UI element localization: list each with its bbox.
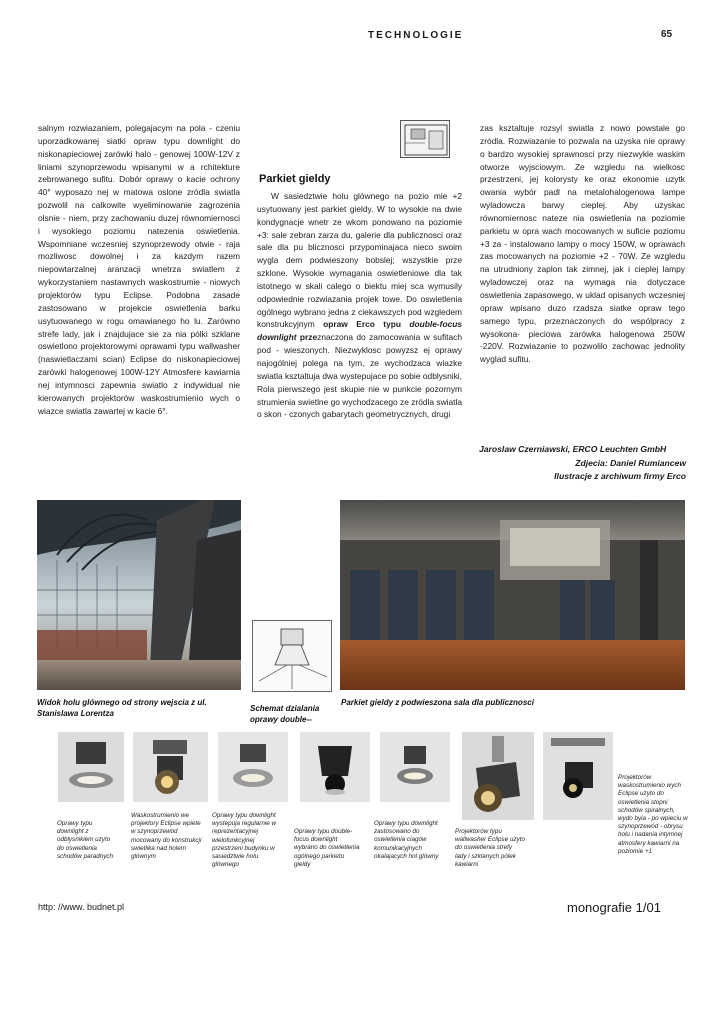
section-subheading: Parkiet gieldy [259,173,331,185]
lamp-photo-2 [133,732,208,802]
scheme-caption: Schemat dzialania oprawy double-- [250,704,320,724]
column-2-bold-italic: double-focus downlight [257,319,462,343]
lamp-photo-3 [218,732,288,802]
lamp-caption-7: Projektorów waskostrumienio wych Eclipse uzyto do oswietlenia stopni schodów spiralnych, wydo byia - po wpieciu w szynoprzewód - obrysu holu i nadania intymnej atmosfery kawiarni na poziomie +1 [618,774,688,855]
lamp-caption-1: Oprawy typu downlight z odblysnikiem uzyto do oswietlenia schodów paradnych [57,820,114,860]
trading-floor-caption: Parkiet gieldy z podwieszona sala dla publicznosci [341,698,534,707]
article-column-3 [480,122,685,366]
illustration-credit: Ilustracje z archiwum firmy Erco [554,471,686,481]
article-column-2 [257,190,462,421]
photo-credit: Zdjecia: Daniel Rumiancew [575,458,686,468]
lamp-caption-4: Oprawy typu double-focus downlight wybrano do oswietlenia ogólnego parkietu gieldy [294,828,360,868]
hall-photo [37,500,241,690]
lamp-caption-6: Projektorów typu wallwasher Eclipse uzyto do oswietlenia strefy lady i szklanych pólek kawiarni [455,828,525,868]
column-2-text: W sasiedztwie holu glównego na pozio mie +2 usytuowany jest parkiet gieldy. W to wysokie na dwie kondygnacje wnetr ze wkom ponowano na poziomie +3: sale zebran zarza du, galerie dla publicznosci oraz sale dla pu blicznosci przypominajaca nieco swoim wygla dem podwieszony bobslej; wszystkie prze szklone. Wysokie wymagania oswietleniowe dla tak istotnego w skali calego o biektu miej sca wymusily odpowiednie rozwiazania projek towe. Do oswietlenia ogólnego wybrano jedna z ciekawszych pod wzgledem konstrukcyjnym [257,191,462,330]
scheme-drawing [252,620,332,692]
footer-magazine: monografie 1/01 [567,900,661,915]
lamp-photo-6 [462,732,534,820]
lamp-caption-3: Oprawy typu downlight wystepuja regularnie w reprezentacyjnej wielofunkcyjnej przestrzeni budynku w sasiedztwie holu glównego [212,812,277,869]
lamp-photo-4 [300,732,370,802]
column-1-text: salnym rozwiazaniem, polegajacym na pola - czeniu uporzadkowanej siatki opraw typu downlight do niskonapieciowej zarówki halo - genowej 100W-12V z liniami szynoprzewodu wpisanymi w a rchitekture zebrowanego sufitu. Dobór oprawy o kacie ochrony 40° wyposazo nej w matowa oslone zródla swiatla pozwolil na calkowite wyeliminowanie zagrozenia olsnie - niem, przy zachowaniu duzej równomiernosci i wysokiego poziomu natezenia oswietlenia. Wspomniane wczesniej szynoprzewody otwie - raja mozliwosc dowolnej i za kazdym razem niepowtarzalnej aranzacji wnetrza swiatlem z wykorzystaniem nastawnych waskostrumie - niowych projektorów typu Eclipse. Podobna zasade zastosowano w projekcie oswietlenia barku usytuowanego w rogu omawianego ho lu. Zarówno strefe lady, jak i znajdujace sie za nia pólki szklane oswietlono projektorowymi oprawami typu wallwasher (naswietlaczami scian) Eclipse do niskonapieciowej zarówki halogenowej 100W-12Y Atmosfere kawiarnia nej intymnosci zapewnia swiatlo z indywidual nie kierowanych projektorów waskostrumienio wych o wiazce swiatla zawartej w kacie 6°. [38,123,240,416]
article-column-1 [38,122,240,417]
page-number: 65 [661,29,673,40]
column-2-bold-tail: prze [296,332,318,343]
author-credit: Jaroslaw Czerniawski, ERCO Leuchten GmbH [479,444,667,454]
section-title: TECHNOLOGIE [368,30,464,41]
footer-url: http: //www. budnet.pl [38,902,125,912]
hall-caption: Widok holu glównego od strony wejscia z ul. Stanislawa Lorentza [37,698,207,718]
lamp-caption-5: Oprawy typu downlight zastosowano do oswietlenia ciagów komunikacyjnych okalajacych hol glówny [374,820,439,860]
floor-plan-thumbnail [400,120,450,158]
column-3-text: zas ksztaltuje rozsyl swiatla z nowo powstale go zródla. Rozwiazanie to pozwala na uzyska nie oprawy o bardzo wysokiej sprawnosci przy niezwykle waskim otworze wyjsciowym. Ze wzgledu na wielkosc przestrzeni, jej kolorysty ke oraz ekonomie uzytk owania wybór padl na metalohalogenowa lampe wyladowcza barwy cieplej. Aby uzyskac równomiernosc nateze nia oswietlenia na poziomie parkietu w opra wach mocowanych w suficie poziomu +3 za - instalowano lampy o mocy 150W, w oprawach zas mocowanych na poziomie +2 - 70W. Ze wzgledu na utrudniony zaplon tak zimnej, jak i cieplej lampy wyladowczej oraz na wymaga nia dotyczace oswietlenia zapasowego, w uklad opisanych wczesniej opraw wpisano duzo rzadsza siatke opraw tego samego typu, przeznaczonych do wspólpracy z wysokona- pieciowa zarówka halogenowa 250W -220V. Rozwiazanie to pozwolilo zachowac jednolity wyglad sufitu. [480,123,685,365]
lamp-photo-5 [380,732,450,802]
trading-floor-photo [340,500,685,690]
column-2-text-continued: znaczona do zamocowania w sufitach pod - wieszonych. Niezwyklosc powyzsz ej oprawy najogólniej polega na tym, ze wychodzaca wiazke swiatla ksztaltuja dwa wystepujace po sobie odblysniki, Rola pierwszego jest skupie nie w punkcie pozornym strumienia swietlne go wychodzacego ze zródla swiatla o skon - czonych gabarytach geometrycznych, drugi [257,332,462,420]
lamp-photo-7 [543,732,613,820]
column-2-bold: opraw Erco typu [323,319,410,330]
lamp-photo-1 [58,732,124,802]
lamp-caption-2: Waskostrumienio we projektory Eclipse wpiete w szynoprzewód mocowany do konstrukcji swietlika nad holem glównym [131,812,202,861]
